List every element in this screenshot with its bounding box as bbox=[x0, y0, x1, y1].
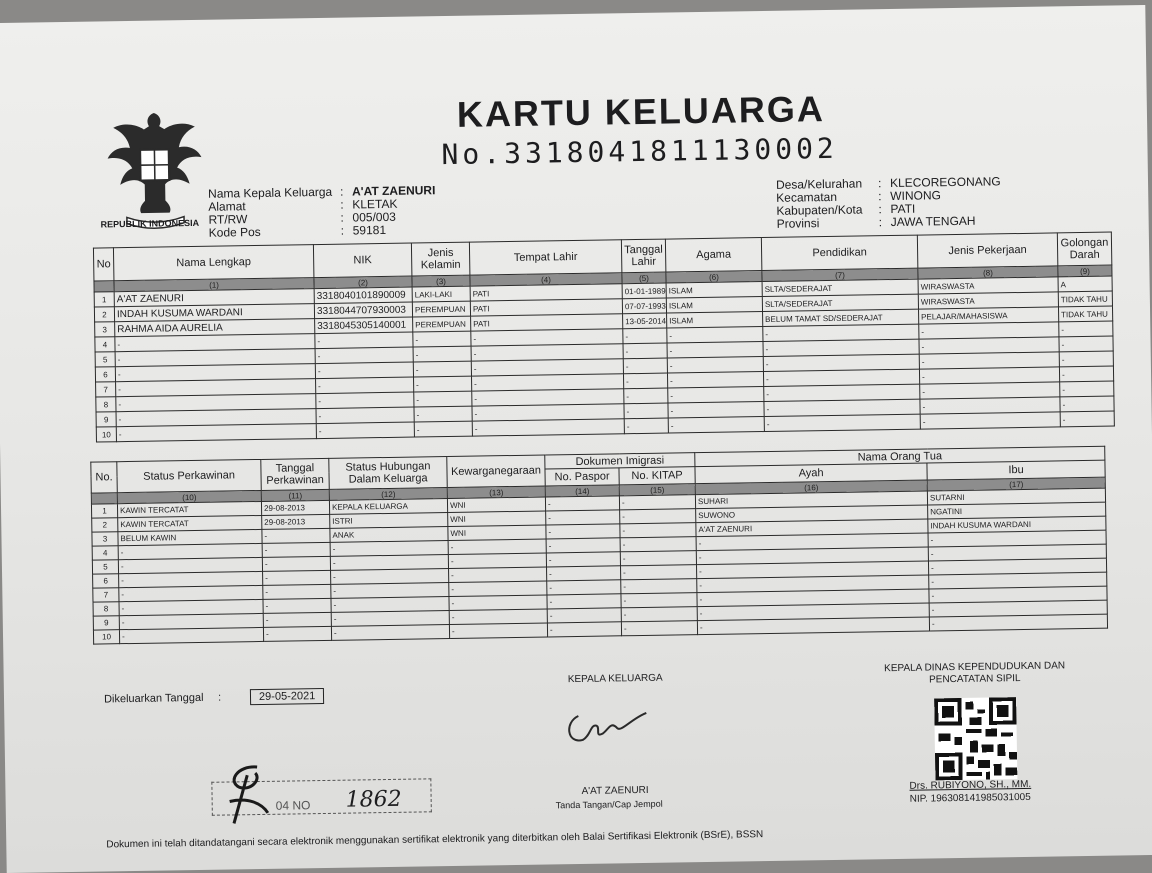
table-cell: 6 bbox=[95, 367, 115, 382]
column-number: (11) bbox=[261, 489, 329, 501]
table-cell: NGATINI bbox=[928, 502, 1106, 519]
column-header: Tempat Lahir bbox=[469, 240, 621, 275]
table-cell: 4 bbox=[92, 546, 118, 560]
table-cell: - bbox=[413, 346, 471, 362]
table-cell: KAWIN TERCATAT bbox=[117, 501, 261, 517]
table-cell: 2 bbox=[92, 518, 118, 532]
table-cell: - bbox=[697, 575, 929, 593]
info-value: WINONG bbox=[890, 189, 941, 203]
qr-code-icon bbox=[934, 697, 1017, 780]
table-cell: - bbox=[928, 544, 1106, 561]
table-cell: - bbox=[547, 608, 621, 623]
table-cell: - bbox=[471, 344, 623, 361]
info-label: Kabupaten/Kota bbox=[776, 203, 878, 218]
table-cell: 9 bbox=[96, 412, 116, 427]
table-cell: - bbox=[697, 589, 929, 607]
info-row: Kecamatan : WINONG bbox=[776, 188, 1001, 205]
table-cell: 3318040101890009 bbox=[314, 287, 412, 304]
table-cell: KAWIN TERCATAT bbox=[118, 515, 262, 531]
table-cell: - bbox=[697, 561, 929, 579]
table-cell: - bbox=[620, 551, 696, 566]
table-cell: - bbox=[623, 373, 667, 389]
column-header: Agama bbox=[665, 238, 762, 273]
column-header: No. bbox=[91, 462, 117, 493]
table-cell: - bbox=[471, 359, 623, 376]
table-cell: - bbox=[667, 372, 763, 389]
column-header: Ayah bbox=[695, 463, 927, 484]
table-cell: - bbox=[764, 399, 920, 416]
table-cell: - bbox=[449, 581, 547, 597]
table-cell: 4 bbox=[95, 337, 115, 352]
column-number: (9) bbox=[1058, 265, 1112, 277]
document-number: No.3318041811130002 bbox=[441, 132, 838, 171]
table-cell: - bbox=[315, 362, 413, 379]
table-cell: - bbox=[621, 593, 697, 608]
table-cell: 5 bbox=[95, 352, 115, 367]
table-cell: - bbox=[472, 389, 624, 406]
table-cell: - bbox=[621, 621, 697, 636]
table-cell: - bbox=[763, 369, 919, 386]
table-cell: - bbox=[763, 339, 919, 356]
table-cell: - bbox=[929, 586, 1107, 603]
info-row: Alamat : KLETAK bbox=[208, 197, 435, 214]
table-cell: - bbox=[763, 354, 919, 371]
table-cell: - bbox=[668, 387, 764, 404]
table-cell: - bbox=[928, 530, 1106, 547]
table-cell: - bbox=[696, 533, 928, 551]
kepala-keluarga-name: A'AT ZAENURI bbox=[581, 785, 648, 797]
column-number: (8) bbox=[918, 266, 1058, 279]
table-cell: - bbox=[119, 613, 263, 629]
table-cell: - bbox=[115, 334, 315, 352]
column-number: (5) bbox=[622, 272, 666, 284]
table-cell: - bbox=[920, 382, 1060, 399]
table-cell: - bbox=[929, 614, 1107, 631]
column-header: Jenis Pekerjaan bbox=[917, 233, 1058, 268]
table-cell: - bbox=[1059, 321, 1113, 337]
table-cell: - bbox=[116, 379, 316, 397]
table-cell: - bbox=[667, 342, 763, 359]
column-header: No. Paspor bbox=[545, 468, 619, 486]
info-value: 005/003 bbox=[352, 211, 396, 225]
column-number: (13) bbox=[447, 486, 545, 499]
table-cell: - bbox=[263, 626, 331, 641]
table-cell: 01-01-1989 bbox=[622, 283, 666, 299]
info-label: Provinsi bbox=[777, 216, 879, 231]
issued-date-label: Dikeluarkan Tanggal bbox=[104, 692, 204, 706]
table-cell: - bbox=[763, 324, 919, 341]
table-cell: - bbox=[667, 357, 763, 374]
table-cell: - bbox=[668, 402, 764, 419]
stamp-number: 1862 bbox=[345, 787, 401, 813]
table-cell: - bbox=[316, 377, 414, 394]
table-cell: - bbox=[1059, 336, 1113, 352]
info-label: Kode Pos bbox=[209, 225, 341, 240]
info-left bbox=[208, 184, 436, 240]
column-number bbox=[94, 281, 114, 292]
table-cell: SUTARNI bbox=[927, 488, 1105, 505]
table-cell: SUWONO bbox=[696, 505, 928, 523]
info-value: A'AT ZAENURI bbox=[352, 184, 435, 198]
table-cell: - bbox=[315, 347, 413, 364]
table-cell: 10 bbox=[96, 427, 116, 442]
column-number: (10) bbox=[117, 490, 261, 503]
table-cell: 8 bbox=[93, 602, 119, 616]
table-cell: - bbox=[449, 567, 547, 583]
table-cell: - bbox=[116, 394, 316, 412]
table-cell: WNI bbox=[448, 511, 546, 527]
table-cell: - bbox=[620, 565, 696, 580]
column-number: (17) bbox=[927, 477, 1105, 491]
table-cell: - bbox=[413, 331, 471, 347]
info-label: Alamat bbox=[208, 199, 340, 214]
table-cell: - bbox=[547, 566, 621, 581]
info-right bbox=[776, 175, 1001, 231]
column-number: (7) bbox=[762, 268, 918, 281]
table-cell: - bbox=[414, 376, 472, 392]
info-value: JAWA TENGAH bbox=[891, 215, 976, 229]
table-cell: - bbox=[263, 584, 331, 599]
table-cell: - bbox=[118, 557, 262, 573]
table-cell: - bbox=[331, 597, 449, 613]
table-cell: - bbox=[1060, 381, 1114, 397]
emblem-label: REPUBLIK INDONESIA bbox=[100, 218, 199, 230]
table-cell: WIRASWASTA bbox=[918, 277, 1058, 294]
table-cell: 3 bbox=[92, 532, 118, 546]
group-header: Dokumen Imigrasi bbox=[545, 453, 695, 469]
table-cell: - bbox=[619, 495, 695, 510]
table-cell: PATI bbox=[470, 284, 622, 301]
table-cell: - bbox=[764, 384, 920, 401]
table-cell: - bbox=[764, 414, 920, 431]
info-value: KLETAK bbox=[352, 198, 397, 212]
table-cell: - bbox=[119, 585, 263, 601]
table-cell: - bbox=[414, 406, 472, 422]
table-cell: - bbox=[546, 510, 620, 525]
table-cell: WIRASWASTA bbox=[918, 292, 1058, 309]
disclaimer-text: Dokumen ini telah ditandatangani secara elektronik menggunakan sertifikat elektronik yang diterbitkan oleh Balai Sertifikasi Elektronik (BSrE), BSSN bbox=[106, 829, 763, 850]
info-label: Desa/Kelurahan bbox=[776, 177, 878, 192]
info-row: RT/RW : 005/003 bbox=[208, 210, 435, 227]
info-row: Kode Pos : 59181 bbox=[209, 223, 436, 240]
column-number: (2) bbox=[314, 276, 412, 289]
table-cell: - bbox=[929, 572, 1107, 589]
table-cell: A'AT ZAENURI bbox=[114, 289, 314, 307]
column-header: Tanggal Lahir bbox=[621, 239, 666, 273]
table-cell: PEREMPUAN bbox=[412, 301, 470, 317]
table-cell: SLTA/SEDERAJAT bbox=[762, 294, 918, 311]
garuda-emblem-icon bbox=[103, 106, 207, 236]
table-cell: - bbox=[449, 609, 547, 625]
table-cell: 3318044707930003 bbox=[314, 302, 412, 319]
table-cell: - bbox=[623, 328, 667, 344]
column-header: Kewarganegaraan bbox=[447, 455, 545, 488]
table-cell: ISTRI bbox=[330, 513, 448, 529]
table-cell: 7 bbox=[96, 382, 116, 397]
info-label: Kecamatan bbox=[776, 190, 878, 205]
table-cell: - bbox=[262, 528, 330, 543]
table-cell: TIDAK TAHU bbox=[1058, 291, 1112, 307]
table-cell: 3318045305140001 bbox=[315, 317, 413, 334]
signature-icon bbox=[560, 703, 651, 754]
table-cell: - bbox=[115, 349, 315, 367]
table-cell: - bbox=[116, 409, 316, 427]
table-cell: - bbox=[697, 617, 929, 635]
column-number: (4) bbox=[470, 273, 622, 286]
column-number: (16) bbox=[695, 480, 927, 495]
table-cell: - bbox=[119, 571, 263, 587]
table-cell: WNI bbox=[447, 497, 545, 513]
table-cell: 8 bbox=[96, 397, 116, 412]
table-cell: - bbox=[414, 421, 472, 437]
table-cell: - bbox=[621, 579, 697, 594]
table-cell: 07-07-1993 bbox=[622, 298, 666, 314]
document-title: KARTU KELUARGA bbox=[457, 88, 826, 136]
column-number: (14) bbox=[545, 485, 619, 497]
column-header: No bbox=[93, 248, 114, 281]
table-cell: - bbox=[623, 358, 667, 374]
table-cell: - bbox=[471, 329, 623, 346]
table-cell: - bbox=[414, 391, 472, 407]
table-cell: 5 bbox=[92, 560, 118, 574]
table-cell: - bbox=[330, 555, 448, 571]
table-cell: - bbox=[546, 524, 620, 539]
info-value: 59181 bbox=[353, 224, 387, 238]
column-number: (15) bbox=[619, 484, 695, 496]
table-cell: - bbox=[331, 583, 449, 599]
info-label: RT/RW bbox=[208, 212, 340, 227]
document-paper: REPUBLIK INDONESIA KARTU KELUARGA No.3318041811130002 Nama Kepala Keluarga : A'AT ZAENURI Alamat : KLETAK RT/RW : 005/003 Kode Pos : 59181 Desa/Kelurahan : KLECOREGONANG Kecamatan : WINONG Kabupaten/Kota : PATI Provinsi : JAWA TENGAH No Nama Lengkap NIK Jenis Kelamin Tempat Lahir Tanggal Lahir Agama Pendidikan Jenis Pekerjaan Golongan Darah (1) (2) (3) (4) (5) (6) (7) (8) (9) 1 A'AT ZAENURI 3318040101890009 LAKI-LAKI PATI 01-01-1989 ISLAM SLTA/SEDERAJAT WIRASWASTA A 2 INDAH KUSUMA WARDANI 3318044707930003 PEREMPUAN PATI 07-07-1993 ISLAM SLTA/SEDERAJAT WIRASWASTA TIDAK TAHU 3 RAHMA AIDA AURELIA 3318045305140001 PEREMPUAN PATI 13-05-2014 ISLAM BELUM TAMAT SD/SEDERAJAT PELAJAR/MAHASISWA TIDAK TAHU 4 - - - - - - - - - 5 - - - - - - - - - 6 - - - - - - - - - 7 - - - - - - - - - 8 - - - - - - - - - 9 - - - - - - - - - 10 - - - - - - - - - No. Status Perkawinan Tanggal Perkawinan Status Hubungan Dalam Keluarga Kewarganegaraan Dokumen Imigrasi Nama Orang Tua No. Paspor No. KITAP Ayah Ibu (10) (11) (12) (13) (14) (15) (16) (17) 1 KAWIN TERCATAT 29-08-2013 KEPALA KELUARGA WNI - - SUHARI SUTARNI 2 KAWIN TERCATAT 29-08-2013 ISTRI WNI - - SUWONO NGATINI 3 BELUM KAWIN - ANAK WNI - - A'AT ZAENURI INDAH KUSUMA WARDANI 4 - - - - - - - - 5 - - - - - - - - 6 - - - - - - - - 7 - - - - - - - - 8 - - - - - - - - 9 - - - - - - - - 10 - - - - - - - - Dikeluarkan Tanggal : 29-05-2021 KEPALA KELUARGA A'AT ZAENURI Tanda Tangan/Cap Jempol KEPALA DINAS KEPENDUDUKAN DAN PENCATATAN SIPIL Drs. RUBIYONO, SH., MM. NIP. 196308141985031005 04 NO 1862 Dokumen ini telah ditandatangani secara elektronik menggunakan sertifikat elektronik yang diterbitkan oleh Balai Sertifikasi Elektronik (BSrE), BSSN bbox=[0, 5, 1152, 873]
table-cell: 6 bbox=[93, 574, 119, 588]
table-cell: KEPALA KELUARGA bbox=[329, 499, 447, 515]
table-cell: - bbox=[547, 580, 621, 595]
column-header: Pendidikan bbox=[761, 235, 917, 270]
table-cell: - bbox=[331, 625, 449, 641]
info-value: KLECOREGONANG bbox=[890, 175, 1001, 190]
column-header: Golongan Darah bbox=[1057, 232, 1112, 266]
table-cell: 10 bbox=[93, 630, 119, 644]
column-header: Tanggal Perkawinan bbox=[261, 458, 329, 490]
table-cell: 1 bbox=[94, 292, 114, 307]
column-header: No. KITAP bbox=[619, 467, 695, 485]
table-cell: - bbox=[697, 603, 929, 621]
column-number: (1) bbox=[114, 278, 314, 292]
table-cell: - bbox=[928, 558, 1106, 575]
column-header: Status Perkawinan bbox=[117, 459, 261, 492]
table-cell: PEREMPUAN bbox=[413, 316, 471, 332]
table-cell: - bbox=[331, 611, 449, 627]
table-cell: - bbox=[920, 397, 1060, 414]
table-cell: SLTA/SEDERAJAT bbox=[762, 279, 918, 296]
table-cell: A bbox=[1058, 276, 1112, 292]
table-cell: - bbox=[1060, 411, 1114, 427]
table-cell: - bbox=[262, 542, 330, 557]
info-row: Kabupaten/Kota : PATI bbox=[776, 201, 1001, 218]
info-label: Nama Kepala Keluarga bbox=[208, 186, 340, 201]
table-cell: - bbox=[316, 392, 414, 409]
table-cell: - bbox=[316, 407, 414, 424]
family-members-table bbox=[93, 232, 1115, 443]
table-cell: - bbox=[331, 569, 449, 585]
table-cell: - bbox=[620, 509, 696, 524]
column-number bbox=[91, 493, 117, 504]
table-cell: 1 bbox=[91, 504, 117, 518]
table-cell: BELUM KAWIN bbox=[118, 529, 262, 545]
table-cell: ISLAM bbox=[666, 297, 762, 314]
table-cell: - bbox=[667, 327, 763, 344]
table-cell: - bbox=[1059, 351, 1113, 367]
table-cell: 7 bbox=[93, 588, 119, 602]
table-cell: - bbox=[119, 627, 263, 643]
table-cell: - bbox=[449, 595, 547, 611]
column-number: (6) bbox=[666, 271, 762, 284]
column-header: Status Hubungan Dalam Keluarga bbox=[329, 457, 447, 490]
column-number: (12) bbox=[329, 488, 447, 501]
table-cell: - bbox=[263, 598, 331, 613]
handwritten-initial-icon bbox=[217, 761, 278, 828]
table-cell: - bbox=[547, 622, 621, 637]
signature-caption: Tanda Tangan/Cap Jempol bbox=[556, 799, 663, 811]
stamp-print: 04 NO bbox=[276, 798, 311, 813]
table-cell: - bbox=[316, 422, 414, 439]
table-cell: INDAH KUSUMA WARDANI bbox=[928, 516, 1106, 533]
table-cell: - bbox=[696, 547, 928, 565]
table-cell: - bbox=[118, 543, 262, 559]
table-cell: - bbox=[929, 600, 1107, 617]
official-nip: NIP. 196308141985031005 bbox=[910, 792, 1031, 805]
table-cell: 3 bbox=[95, 322, 115, 337]
table-cell: 2 bbox=[94, 307, 114, 322]
column-header: Jenis Kelamin bbox=[411, 242, 470, 276]
table-cell: - bbox=[919, 367, 1059, 384]
table-cell: INDAH KUSUMA WARDANI bbox=[114, 304, 314, 322]
table-cell: - bbox=[448, 553, 546, 569]
table-cell: 13-05-2014 bbox=[623, 313, 667, 329]
table-cell: PATI bbox=[471, 314, 623, 331]
dinas-label: KEPALA DINAS KEPENDUDUKAN DAN PENCATATAN SIPIL bbox=[880, 660, 1070, 687]
table-cell: - bbox=[472, 419, 624, 436]
family-status-table bbox=[90, 446, 1108, 645]
table-cell: - bbox=[263, 612, 331, 627]
table-cell: - bbox=[115, 364, 315, 382]
column-header: NIK bbox=[313, 243, 412, 278]
table-cell: 9 bbox=[93, 616, 119, 630]
info-row: Desa/Kelurahan : KLECOREGONANG bbox=[776, 175, 1001, 192]
table-cell: ANAK bbox=[330, 527, 448, 543]
table-cell: - bbox=[449, 623, 547, 639]
table-cell: - bbox=[472, 404, 624, 421]
table-cell: - bbox=[330, 541, 448, 557]
kepala-keluarga-label: KEPALA KELUARGA bbox=[568, 673, 663, 685]
table-cell: - bbox=[624, 418, 668, 434]
table-cell: TIDAK TAHU bbox=[1058, 306, 1112, 322]
table-cell: - bbox=[263, 570, 331, 585]
table-cell: - bbox=[547, 594, 621, 609]
table-cell: LAKI-LAKI bbox=[412, 286, 470, 302]
group-header: Nama Orang Tua bbox=[695, 446, 1105, 466]
table-cell: - bbox=[315, 332, 413, 349]
column-number: (3) bbox=[412, 275, 470, 287]
table-cell: - bbox=[1060, 396, 1114, 412]
table-cell: - bbox=[919, 337, 1059, 354]
table-cell: - bbox=[413, 361, 471, 377]
table-cell: 29-08-2013 bbox=[261, 500, 329, 515]
table-cell: - bbox=[624, 403, 668, 419]
official-name: Drs. RUBIYONO, SH., MM. bbox=[909, 779, 1031, 792]
table-cell: - bbox=[621, 607, 697, 622]
table-cell: - bbox=[546, 552, 620, 567]
table-cell: - bbox=[623, 343, 667, 359]
table-cell: - bbox=[620, 523, 696, 538]
column-header: Nama Lengkap bbox=[113, 245, 313, 281]
table-cell: - bbox=[1059, 366, 1113, 382]
table-cell: PELAJAR/MAHASISWA bbox=[919, 307, 1059, 324]
table-cell: - bbox=[471, 374, 623, 391]
table-cell: 29-08-2013 bbox=[262, 514, 330, 529]
table-cell: - bbox=[546, 538, 620, 553]
table-cell: - bbox=[919, 322, 1059, 339]
table-cell: A'AT ZAENURI bbox=[696, 519, 928, 537]
table-cell: SUHARI bbox=[695, 491, 927, 509]
table-cell: PATI bbox=[470, 299, 622, 316]
table-cell: - bbox=[545, 496, 619, 511]
table-cell: - bbox=[448, 539, 546, 555]
issued-date: 29-05-2021 bbox=[250, 688, 325, 705]
table-cell: - bbox=[624, 388, 668, 404]
table-cell: - bbox=[620, 537, 696, 552]
info-value: PATI bbox=[890, 203, 915, 216]
table-cell: BELUM TAMAT SD/SEDERAJAT bbox=[763, 309, 919, 326]
table-cell: - bbox=[262, 556, 330, 571]
table-cell: - bbox=[920, 412, 1060, 429]
info-row: Nama Kepala Keluarga : A'AT ZAENURI bbox=[208, 184, 435, 201]
table-cell: RAHMA AIDA AURELIA bbox=[115, 319, 315, 337]
table-cell: - bbox=[119, 599, 263, 615]
table-cell: ISLAM bbox=[666, 282, 762, 299]
table-cell: - bbox=[668, 417, 764, 434]
table-cell: - bbox=[919, 352, 1059, 369]
table-cell: - bbox=[116, 424, 316, 442]
info-row: Provinsi : JAWA TENGAH bbox=[777, 214, 1002, 231]
table-cell: WNI bbox=[448, 525, 546, 541]
column-header: Ibu bbox=[927, 460, 1105, 480]
table-cell: ISLAM bbox=[667, 312, 763, 329]
